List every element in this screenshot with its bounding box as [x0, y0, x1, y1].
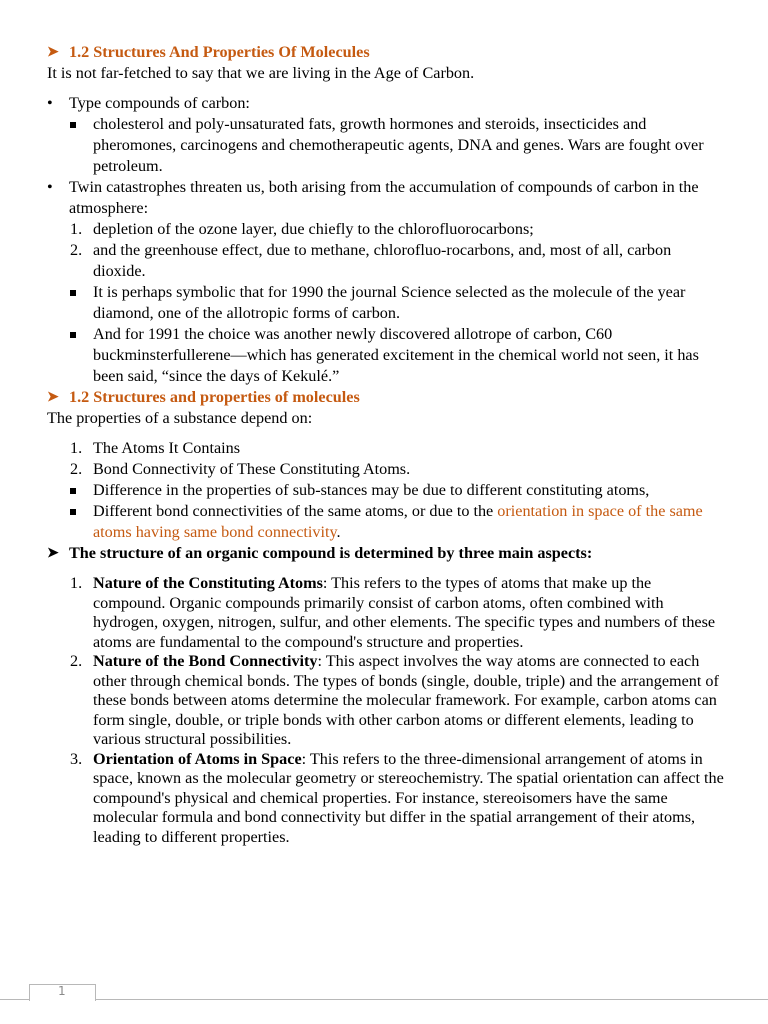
list-item: • Type compounds of carbon:	[47, 94, 250, 112]
square-bullet-icon	[70, 509, 76, 515]
list-item: 1. Nature of the Constituting Atoms: This refers to the types of atoms that make up the compound. Organic compounds primarily consist of carbon atoms, often combined with hydrogen, oxygen, nitrogen, sulfur, and other elements. The specific types and numbers of these atoms are fundamental to the compound's structure and properties.	[70, 574, 716, 651]
arrowhead-icon: ➤	[47, 546, 59, 561]
square-bullet-icon	[70, 122, 76, 128]
square-bullet-icon	[70, 488, 76, 494]
list-item: 2. Bond Connectivity of These Constituting Atoms.	[70, 460, 411, 478]
paragraph: It is not far-fetched to say that we are living in the Age of Carbon.	[47, 64, 475, 82]
list-item: • Twin catastrophes threaten us, both arising from the accumulation of compounds of carbon in the atmosphere:	[47, 178, 699, 217]
disc-bullet-icon: •	[47, 94, 53, 112]
list-item: And for 1991 the choice was another newly discovered allotrope of carbon, C60 buckminsterfullerene—which has generated excitement in the chemical world not seen, it has been said, “since the days of Kekulé.”	[47, 324, 727, 387]
arrowhead-icon: ➤	[47, 390, 59, 405]
list-item: 3. Orientation of Atoms in Space: This refers to the three-dimensional arrangement of atoms in space, known as the molecular geometry or stereochemistry. The spatial orientation can affect the compound's physical and chemical properties. For instance, stereoisomers have the same molecular formula and bond connectivity but differ in the spatial arrangement of their atoms, leading to different properties.	[70, 749, 724, 846]
square-bullet-icon	[70, 290, 76, 296]
list-item: 1. The Atoms It Contains	[70, 439, 241, 457]
list-item: 1. depletion of the ozone layer, due chiefly to the chlorofluorocarbons;	[70, 220, 534, 238]
list-item: Different bond connectivities of the same atoms, or due to the orientation in space of the same atoms having same bond connectivity.	[47, 501, 727, 543]
bullet-list	[47, 93, 727, 387]
footer-divider	[0, 999, 768, 1000]
list-item: 2. Nature of the Bond Connectivity: This aspect involves the way atoms are connected to each other through chemical bonds. The types of bonds (single, double, triple) and the arrangement of these bonds between atoms determine the molecular framework. For example, carbon atoms can form single, double, or triple bonds with other carbon atoms or different elements, leading to various structural possibilities.	[70, 652, 719, 748]
paragraph: The properties of a substance depend on:	[47, 409, 313, 427]
list-item: 2. and the greenhouse effect, due to methane, chlorofluo-rocarbons, and, most of all, carbon dioxide.	[70, 241, 672, 280]
section-heading: ➤ The structure of an organic compound is determined by three main aspects:	[47, 544, 593, 562]
page-number: 1	[58, 984, 66, 998]
numbered-list	[47, 438, 727, 543]
list-item: cholesterol and poly-unsaturated fats, growth hormones and steroids, insecticides and pheromones, carcinogens and chemotherapeutic agents, DNA and genes. Wars are fought over petroleum.	[47, 114, 727, 177]
list-item: It is perhaps symbolic that for 1990 the journal Science selected as the molecule of the year diamond, one of the allotropic forms of carbon.	[47, 282, 727, 324]
list-item: Difference in the properties of sub-stances may be due to different constituting atoms,	[47, 480, 727, 501]
square-bullet-icon	[70, 332, 76, 338]
section-heading: ➤ 1.2 Structures And Properties Of Molecules	[47, 43, 370, 61]
section-heading: ➤ 1.2 Structures and properties of molecules	[47, 388, 360, 406]
arrowhead-icon: ➤	[47, 45, 59, 60]
document-page	[47, 42, 727, 847]
numbered-list	[47, 574, 727, 847]
disc-bullet-icon: •	[47, 178, 53, 196]
